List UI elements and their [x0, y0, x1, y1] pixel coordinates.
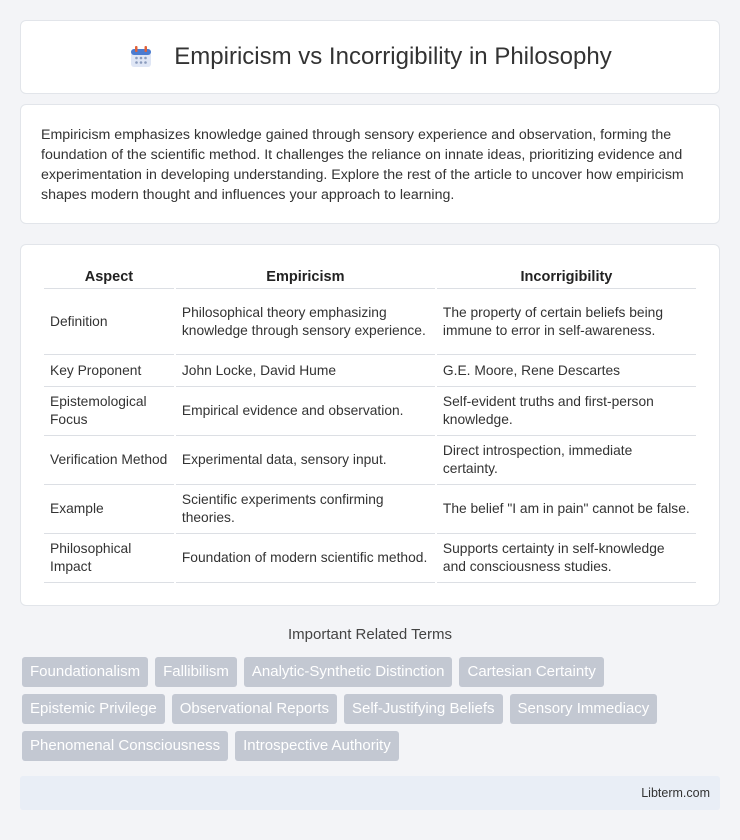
table-cell: Scientific experiments confirming theories. — [176, 485, 435, 534]
table-row — [44, 436, 696, 485]
intro-card — [20, 104, 720, 224]
table-header-row — [44, 265, 696, 289]
table-cell: Supports certainty in self-knowledge and consciousness studies. — [437, 534, 696, 583]
footer — [20, 776, 720, 810]
table-cell: Verification Method — [44, 436, 174, 485]
related-term-tag[interactable]: Foundationalism — [22, 657, 148, 687]
table-cell: G.E. Moore, Rene Descartes — [437, 355, 696, 387]
related-terms-list — [22, 657, 722, 768]
table-cell: Philosophical Impact — [44, 534, 174, 583]
header-card — [20, 20, 720, 94]
related-term-tag[interactable]: Epistemic Privilege — [22, 694, 165, 724]
table-cell: The property of certain beliefs being immune to error in self-awareness. — [437, 289, 696, 355]
table-cell: Experimental data, sensory input. — [176, 436, 435, 485]
related-term-tag[interactable]: Phenomenal Consciousness — [22, 731, 228, 761]
table-cell: Example — [44, 485, 174, 534]
table-cell: The belief "I am in pain" cannot be false. — [437, 485, 696, 534]
footer-site-link[interactable]: Libterm.com — [641, 786, 710, 800]
comparison-table — [42, 265, 698, 583]
table-cell: Key Proponent — [44, 355, 174, 387]
table-cell: Self-evident truths and first-person knowledge. — [437, 387, 696, 436]
table-cell: John Locke, David Hume — [176, 355, 435, 387]
calendar-icon — [128, 44, 154, 70]
table-cell: Empirical evidence and observation. — [176, 387, 435, 436]
related-term-tag[interactable]: Fallibilism — [155, 657, 237, 687]
intro-text: Empiricism emphasizes knowledge gained through sensory experience and observation, forming the foundation of the scientific method. It challenges the reliance on innate ideas, prioritizing evidence and experimentation in developing understanding. Explore the rest of the article to uncover how empiricism shapes modern thought and influences your approach to learning. — [41, 127, 684, 203]
related-term-tag[interactable]: Analytic-Synthetic Distinction — [244, 657, 453, 687]
table-row — [44, 387, 696, 436]
comparison-card — [20, 244, 720, 606]
related-term-tag[interactable]: Introspective Authority — [235, 731, 399, 761]
related-term-tag[interactable]: Self-Justifying Beliefs — [344, 694, 503, 724]
table-row — [44, 355, 696, 387]
table-cell: Foundation of modern scientific method. — [176, 534, 435, 583]
table-row — [44, 289, 696, 355]
related-term-tag[interactable]: Cartesian Certainty — [459, 657, 603, 687]
table-cell: Direct introspection, immediate certainty. — [437, 436, 696, 485]
table-cell: Definition — [44, 289, 174, 355]
related-term-tag[interactable]: Sensory Immediacy — [510, 694, 658, 724]
related-term-tag[interactable]: Observational Reports — [172, 694, 337, 724]
page-title: Empiricism vs Incorrigibility in Philosophy — [174, 43, 612, 70]
table-cell: Philosophical theory emphasizing knowledge through sensory experience. — [176, 289, 435, 355]
header-incorrigibility: Incorrigibility — [437, 265, 696, 289]
header-empiricism: Empiricism — [176, 265, 435, 289]
related-terms-title: Important Related Terms — [288, 626, 452, 643]
table-row — [44, 485, 696, 534]
header-aspect: Aspect — [44, 265, 174, 289]
table-row — [44, 534, 696, 583]
table-cell: Epistemological Focus — [44, 387, 174, 436]
